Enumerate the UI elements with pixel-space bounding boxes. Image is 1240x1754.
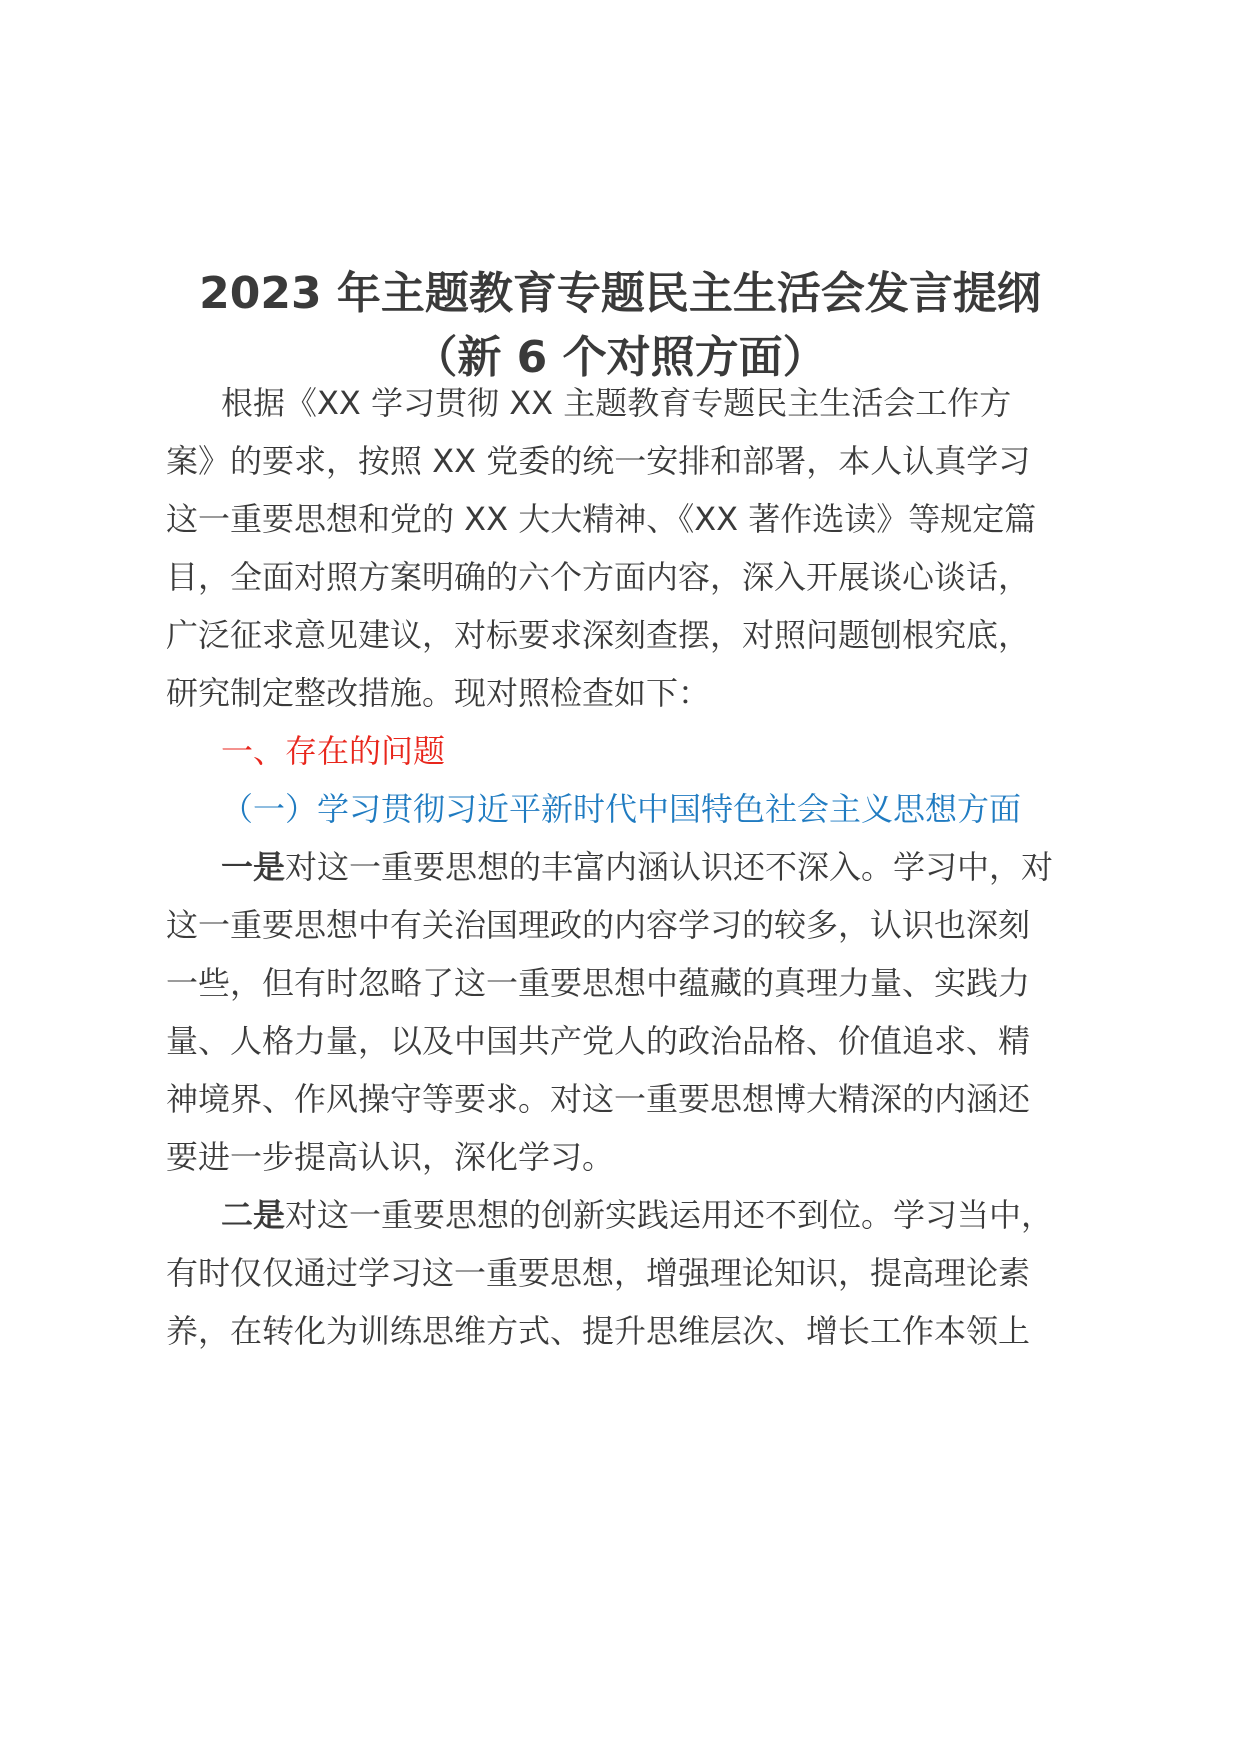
section-heading-problems: 一、存在的问题 <box>221 732 446 770</box>
intro-line-5: 广泛征求意见建议，对标要求深刻查摆，对照问题刨根究底， <box>166 616 1031 654</box>
point-2-first-line <box>221 1193 1053 1237</box>
point-1-line-2: 这一重要思想中有关治国理政的内容学习的较多，认识也深刻 <box>166 906 1031 944</box>
intro-line-3: 这一重要思想和党的 XX 大大精神、《XX 著作选读》等规定篇 <box>166 500 1037 538</box>
point-2-first-line-text: 对这一重要思想的创新实践运用还不到位。学习当中， <box>285 1196 1054 1234</box>
point-1-first-line <box>221 845 1053 889</box>
intro-line-6: 研究制定整改措施。现对照检查如下： <box>166 674 711 712</box>
point-1-line-4: 量、人格力量，以及中国共产党人的政治品格、价值追求、精 <box>166 1022 1031 1060</box>
point-1-line-5: 神境界、作风操守等要求。对这一重要思想博大精深的内涵还 <box>166 1080 1031 1118</box>
subsection-heading-1: （一）学习贯彻习近平新时代中国特色社会主义思想方面 <box>221 790 1022 828</box>
intro-line-1: 根据《XX 学习贯彻 XX 主题教育专题民主生活会工作方 <box>221 384 1012 422</box>
document-title-line-2: （新 6 个对照方面） <box>413 332 827 383</box>
intro-line-4: 目，全面对照方案明确的六个方面内容，深入开展谈心谈话， <box>166 558 1031 596</box>
point-2-line-2: 有时仅仅通过学习这一重要思想，增强理论知识，提高理论素 <box>166 1254 1031 1292</box>
intro-line-2: 案》的要求，按照 XX 党委的统一安排和部署，本人认真学习 <box>166 442 1031 480</box>
point-1-lead: 一是 <box>221 848 286 886</box>
point-2-line-3: 养，在转化为训练思维方式、提升思维层次、增长工作本领上 <box>166 1312 1031 1350</box>
point-1-first-line-text: 对这一重要思想的丰富内涵认识还不深入。学习中，对 <box>285 848 1054 886</box>
point-1-line-6: 要进一步提高认识，深化学习。 <box>166 1138 615 1176</box>
point-1-line-3: 一些，但有时忽略了这一重要思想中蕴藏的真理力量、实践力 <box>166 964 1031 1002</box>
point-2-lead: 二是 <box>221 1196 286 1234</box>
document-title-line-1: 2023 年主题教育专题民主生活会发言提纲 <box>199 268 1041 319</box>
